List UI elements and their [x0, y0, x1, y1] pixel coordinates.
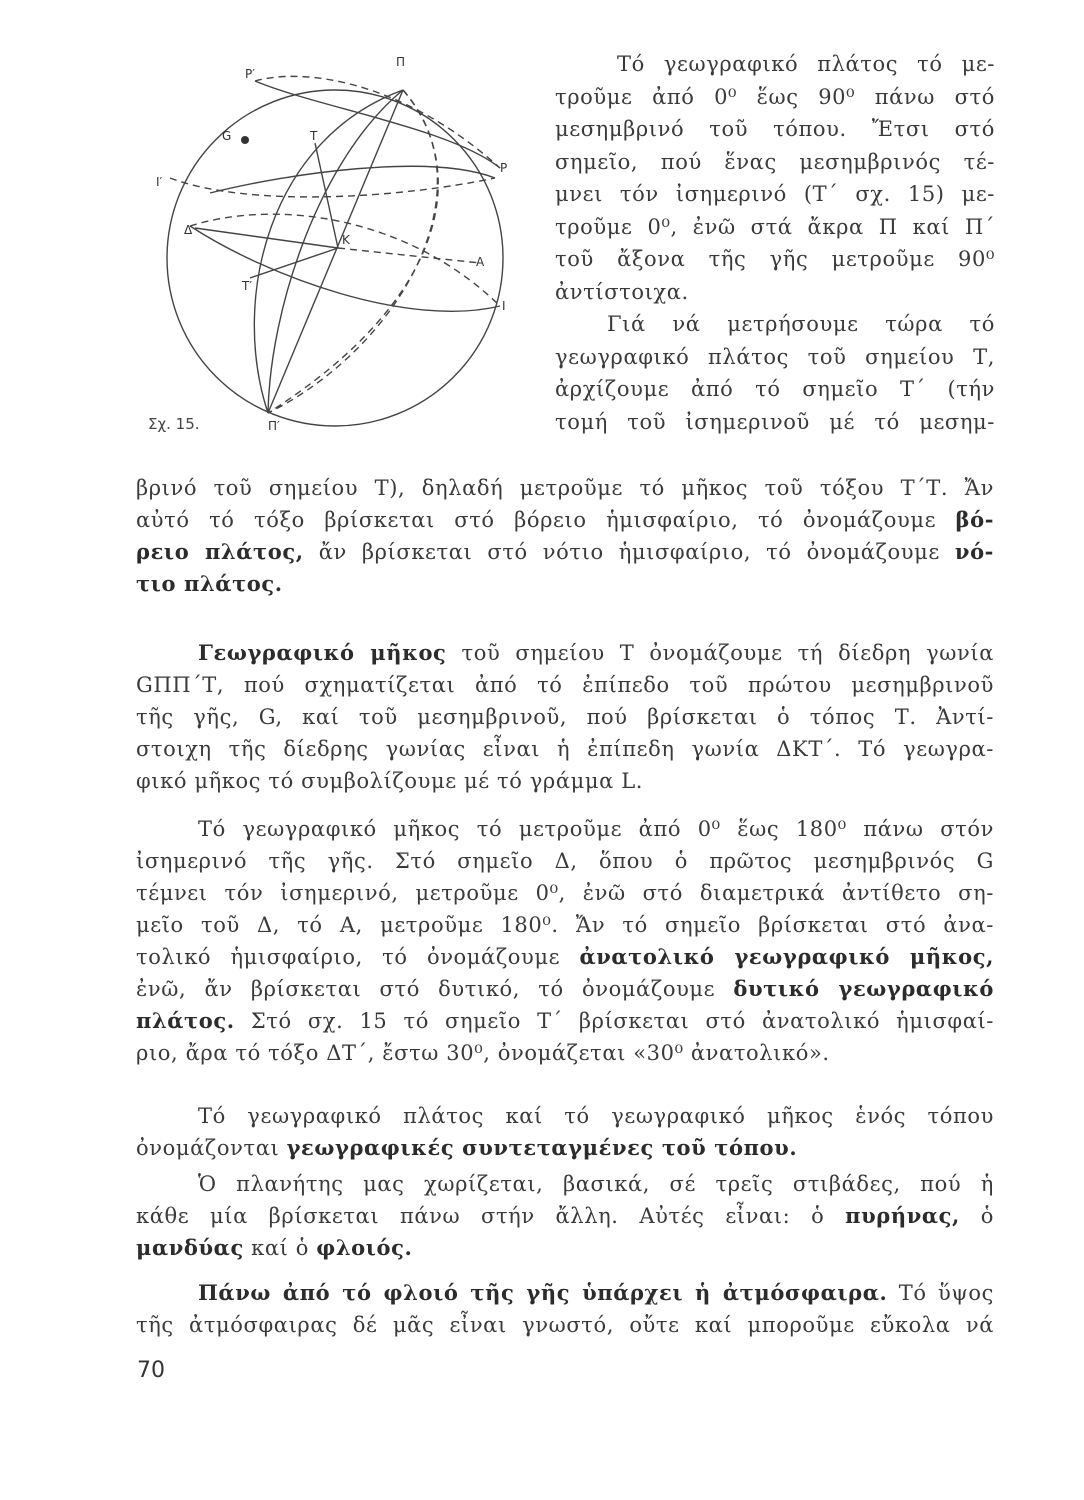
paragraph-atmosphere [136, 1277, 994, 1341]
text-line: κάθε μία βρίσκεται πάνω στήν ἄλλη. Αὐτές εἶναι: ὁ πυρήνας, ὁ [136, 1203, 994, 1228]
parallel-g-front [210, 166, 495, 193]
radius-kd [195, 228, 338, 248]
label-g: G [222, 129, 232, 143]
text-line: γεωγραφικό πλάτος τοῦ σημείου Τ, [555, 344, 995, 369]
globe-outline [167, 90, 503, 426]
text-line: μνει τόν ἰσημερινό (Τ΄ σχ. 15) με- [555, 182, 995, 206]
label-t: T [310, 129, 318, 143]
text-line: βρινό τοῦ σημείου Τ), δηλαδή μετροῦμε τό μῆκος τοῦ τόξου Τ΄Τ. Ἄν [136, 476, 994, 500]
text-line: αὐτό τό τόξο βρίσκεται στό βόρειο ἡμισφαίριο, τό ὀνομάζουμε βό- [136, 507, 995, 532]
label-t-prime: T′ [242, 279, 253, 293]
text-line: τροῦμε ἀπό 0⁰ ἕως 90⁰ πάνω στό [555, 84, 995, 109]
figure-caption: Σχ. 15. [148, 415, 200, 433]
text-line: μανδύας καί ὁ φλοιός. [136, 1235, 413, 1260]
text-line: στοιχη τῆς δίεδρης γωνίας εἶναι ἡ ἐπίπεδη γωνία ΔΚΤ΄. Τό γεωγρα- [136, 737, 994, 761]
label-pi: Π [396, 55, 406, 69]
label-pi-prime: Π′ [268, 419, 280, 433]
text-line: μεσημβρινό τοῦ τόπου. Ἔτσι στό [555, 117, 995, 141]
text-line: Ὁ πλανήτης μας χωρίζεται, βασικά, σέ τρεῖς στιβάδες, πού ἡ [198, 1172, 994, 1196]
text-line: σημεῖο, πού ἕνας μεσημβρινός τέ- [555, 149, 995, 174]
meridian-back-2 [268, 90, 437, 413]
text-line: μεῖο τοῦ Δ, τό Α, μετροῦμε 180⁰. Ἄν τό σημεῖο βρίσκεται στό ἀνα- [136, 913, 994, 937]
text-line: τέμνει τόν ἰσημερινό, μετροῦμε 0⁰, ἐνῶ στό διαμετρικά ἀντίθετο ση- [136, 881, 994, 905]
label-delta: Δ [184, 223, 193, 237]
text-line: τιο πλάτος. [136, 571, 283, 596]
label-i: I [502, 299, 506, 313]
paragraph-longitude [136, 637, 994, 797]
globe-diagram [150, 48, 530, 448]
text-line: φικό μῆκος τό συμβολίζουμε μέ τό γράμμα L. [136, 769, 644, 793]
label-i-prime: I′ [156, 175, 163, 189]
text-line: τομή τοῦ ἰσημερινοῦ μέ τό μεσημ- [555, 409, 995, 434]
text-line: ἀρχίζουμε ἀπό τό σημεῖο Τ΄ (τήν [555, 377, 995, 401]
point-g [241, 136, 249, 144]
text-line: τολικό ἡμισφαίριο, τό ὀνομάζουμε ἀνατολικό γεωγραφικό μῆκος, [136, 944, 995, 969]
text-line: τοῦ ἄξονα τῆς γῆς μετροῦμε 90⁰ [555, 247, 995, 271]
right-column-text [555, 48, 995, 438]
text-line: τῆς ἀτμόσφαιρας δέ μᾶς εἶναι γνωστό, οὔτε καί μποροῦμε εὔκολα νά [136, 1313, 994, 1337]
parallel-g [170, 178, 495, 197]
text-line: ἰσημερινό τῆς γῆς. Στό σημεῖο Δ, ὅπου ὁ πρῶτος μεσημβρινός G [136, 849, 994, 873]
page-number: 70 [137, 1358, 165, 1383]
text-line: τῆς γῆς, G, καί τοῦ μεσημβρινοῦ, πού βρίσκεται ὁ τόπος Τ. Ἀντί- [136, 705, 994, 729]
text-line: Τό γεωγραφικό μῆκος τό μετροῦμε ἀπό 0⁰ ἕως 180⁰ πάνω στόν [198, 817, 994, 841]
text-line: ὀνομάζονται γεωγραφικές συντεταγμένες τοῦ τόπου. [136, 1135, 798, 1160]
text-line: Πάνω ἀπό τό φλοιό τῆς γῆς ὑπάρχει ἡ ἀτμόσφαιρα. Τό ὕψος [198, 1280, 994, 1305]
paragraph-coordinates [136, 1100, 994, 1164]
label-a: A [476, 255, 485, 269]
text-line: ἀντίστοιχα. [555, 279, 689, 304]
text-line: ἐνῶ, ἄν βρίσκεται στό δυτικό, τό ὀνομάζουμε δυτικό γεωγραφικό [136, 976, 995, 1001]
text-line: Γεωγραφικό μῆκος τοῦ σημείου Τ ὀνομάζουμε τή δίεδρη γωνία [198, 640, 994, 665]
label-k: K [342, 233, 350, 247]
text-line: πλάτος. Στό σχ. 15 τό σημεῖο Τ΄ βρίσκεται στό ἀνατολικό ἡμισφαί- [136, 1008, 994, 1033]
radius-kt [315, 143, 338, 248]
text-line: ρειο πλάτος, ἄν βρίσκεται στό νότιο ἡμισφαίριο, τό ὀνομάζουμε νό- [136, 539, 994, 564]
label-p-prime: P′ [245, 67, 255, 81]
paragraph-latitude [136, 472, 994, 600]
text-line: GΠΠ΄Τ, πού σχηματίζεται ἀπό τό ἐπίπεδο τοῦ πρώτου μεσημβρινοῦ [136, 673, 994, 697]
meridian-back [268, 90, 438, 413]
text-line: Γιά νά μετρήσουμε τώρα τό [607, 312, 995, 336]
label-p: P [500, 161, 508, 175]
globe-figure [150, 48, 530, 448]
text-line: τροῦμε 0⁰, ἐνῶ στά ἄκρα Π καί Π΄ [555, 214, 995, 239]
text-line: Τό γεωγραφικό πλάτος τό με- [617, 52, 995, 76]
parallel-top-back [255, 76, 500, 168]
text-line: ριο, ἄρα τό τόξο ΔΤ΄, ἔστω 30⁰, ὀνομάζεται «30⁰ ἀνατολικό». [136, 1041, 830, 1065]
radius-ka [338, 248, 480, 263]
paragraph-longitude-measure [136, 813, 994, 1069]
text-line: Τό γεωγραφικό πλάτος καί τό γεωγραφικό μῆκος ἑνός τόπου [198, 1104, 994, 1128]
parallel-top [255, 81, 500, 168]
paragraph-layers [136, 1168, 994, 1264]
